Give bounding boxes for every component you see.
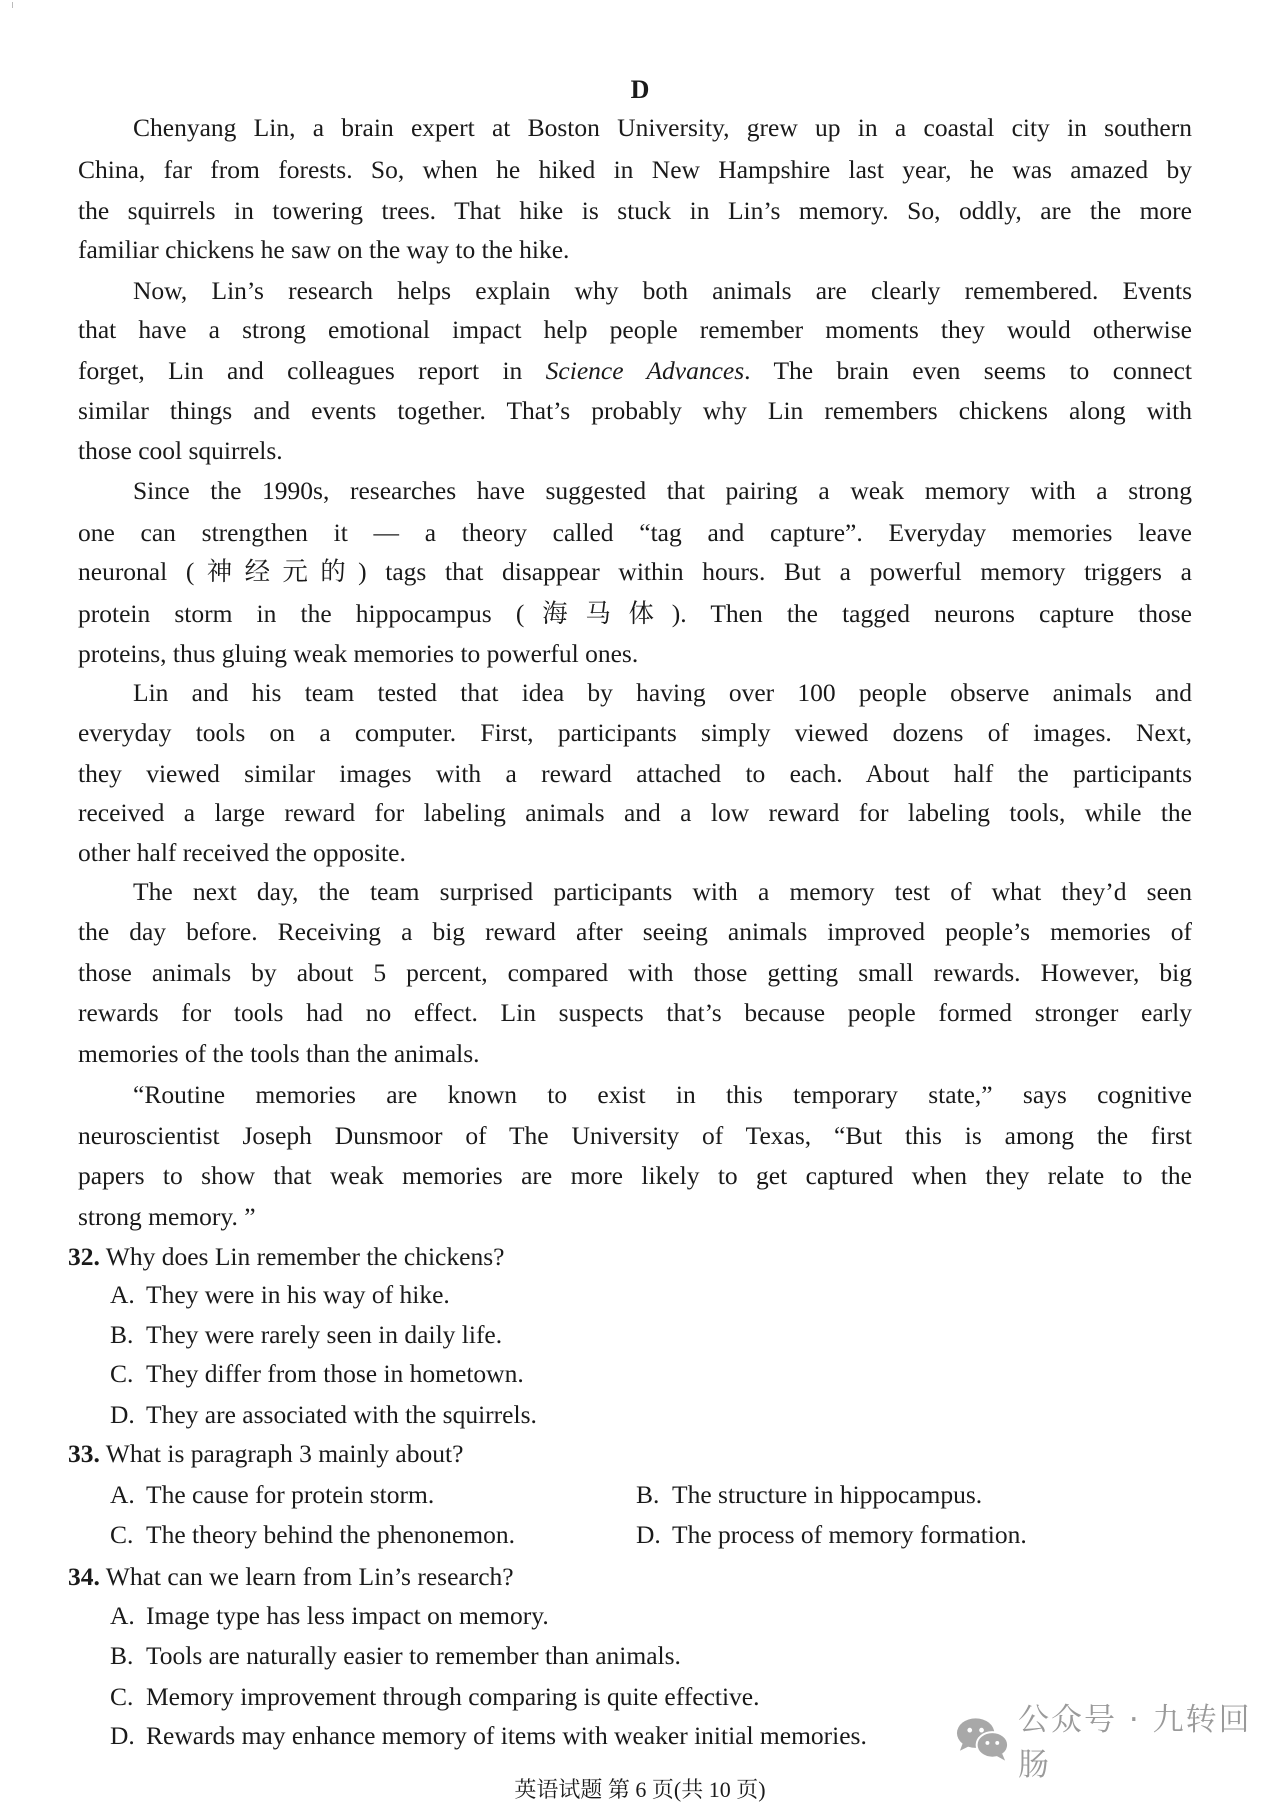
option-33-b[interactable] xyxy=(636,1475,982,1515)
option-33-c[interactable] xyxy=(110,1515,515,1555)
passage-line: rewards for tools had no effect. Lin suspects that’s because people formed stronger early xyxy=(78,998,1192,1027)
passage-line: those animals by about 5 percent, compared with those getting small rewards. However, big xyxy=(78,958,1192,987)
passage-line: that have a strong emotional impact help people remember moments they would otherwise xyxy=(78,315,1192,344)
question-34 xyxy=(68,1557,514,1597)
option-letter: D. xyxy=(110,1721,135,1750)
question-stem: What can we learn from Lin’s research? xyxy=(105,1562,514,1591)
passage-line: Chenyang Lin, a brain expert at Boston University, grew up in a coastal city in southern xyxy=(133,113,1192,142)
passage-line: memories of the tools than the animals. xyxy=(78,1039,480,1068)
option-text: They differ from those in hometown. xyxy=(146,1359,524,1388)
option-text: The process of memory formation. xyxy=(672,1520,1027,1549)
option-letter: A. xyxy=(110,1601,135,1630)
question-number: 33. xyxy=(68,1439,100,1468)
question-number: 32. xyxy=(68,1242,100,1271)
option-text: They are associated with the squirrels. xyxy=(146,1400,537,1429)
option-letter: B. xyxy=(636,1480,660,1509)
passage-line: strong memory. ” xyxy=(78,1202,256,1231)
passage-line: neuroscientist Joseph Dunsmoor of The University of Texas, “But this is among the first xyxy=(78,1121,1192,1150)
option-32-b[interactable] xyxy=(110,1315,502,1355)
passage-line: those cool squirrels. xyxy=(78,436,283,465)
passage-line: Since the 1990s, researches have suggested that pairing a weak memory with a strong xyxy=(133,476,1192,505)
text-run: . The brain even seems to connect xyxy=(744,356,1192,385)
option-letter: C. xyxy=(110,1682,134,1711)
question-33 xyxy=(68,1434,463,1474)
passage-line: received a large reward for labeling animals and a low reward for labeling tools, while the xyxy=(78,798,1192,827)
option-33-d[interactable] xyxy=(636,1515,1027,1555)
text-run: forget, Lin and colleagues report in xyxy=(78,356,546,385)
option-text: Rewards may enhance memory of items with weaker initial memories. xyxy=(146,1721,867,1750)
passage-line: similar things and events together. That’s probably why Lin remembers chickens along with xyxy=(78,396,1192,425)
passage-line: they viewed similar images with a reward attached to each. About half the participants xyxy=(78,759,1192,788)
option-letter: D. xyxy=(636,1520,661,1549)
option-text: Memory improvement through comparing is quite effective. xyxy=(146,1682,760,1711)
passage-line: Lin and his team tested that idea by having over 100 people observe animals and xyxy=(133,678,1192,707)
option-text: The theory behind the phenonemon. xyxy=(146,1520,515,1549)
passage-line: proteins, thus gluing weak memories to powerful ones. xyxy=(78,639,639,668)
passage-line: the squirrels in towering trees. That hike is stuck in Lin’s memory. So, oddly, are the more xyxy=(78,196,1192,225)
option-34-a[interactable] xyxy=(110,1596,549,1636)
question-number: 34. xyxy=(68,1562,100,1591)
passage-line xyxy=(78,351,1192,391)
option-text: They were rarely seen in daily life. xyxy=(146,1320,503,1349)
passage-line: The next day, the team surprised participants with a memory test of what they’d seen xyxy=(133,877,1192,906)
option-34-c[interactable] xyxy=(110,1677,760,1717)
passage-line: papers to show that weak memories are more likely to get captured when they relate to the xyxy=(78,1161,1192,1190)
option-text: Image type has less impact on memory. xyxy=(146,1601,549,1630)
option-letter: C. xyxy=(110,1520,134,1549)
passage-line: one can strengthen it — a theory called “tag and capture”. Everyday memories leave xyxy=(78,518,1192,547)
passage-line: protein storm in the hippocampus (海马体). Then the tagged neurons capture those xyxy=(78,599,1192,628)
watermark-text: 公众号 · 九转回肠 xyxy=(1018,1702,1252,1783)
wechat-icon xyxy=(955,1715,1010,1763)
option-letter: B. xyxy=(110,1641,134,1670)
option-32-a[interactable] xyxy=(110,1275,450,1315)
passage-line: “Routine memories are known to exist in this temporary state,” says cognitive xyxy=(133,1080,1192,1109)
passage-line: the day before. Receiving a big reward after seeing animals improved people’s memories of xyxy=(78,917,1192,946)
option-34-b[interactable] xyxy=(110,1636,681,1676)
scan-mark xyxy=(12,2,13,8)
question-stem: What is paragraph 3 mainly about? xyxy=(105,1439,464,1468)
page-footer: 英语试题 第 6 页(共 10 页) xyxy=(514,1777,766,1802)
option-33-a[interactable] xyxy=(110,1475,434,1515)
section-heading: D xyxy=(630,75,650,104)
option-letter: D. xyxy=(110,1400,135,1429)
option-letter: B. xyxy=(110,1320,134,1349)
option-text: The cause for protein storm. xyxy=(146,1480,435,1509)
passage-line: neuronal (神经元的) tags that disappear within hours. But a powerful memory triggers a xyxy=(78,557,1192,586)
option-text: Tools are naturally easier to remember than animals. xyxy=(146,1641,681,1670)
watermark xyxy=(955,1702,1280,1783)
journal-title: Science Advances xyxy=(545,356,745,385)
option-text: The structure in hippocampus. xyxy=(672,1480,983,1509)
option-34-d[interactable] xyxy=(110,1716,867,1756)
option-letter: A. xyxy=(110,1280,135,1309)
option-32-d[interactable] xyxy=(110,1395,537,1435)
passage-line: other half received the opposite. xyxy=(78,838,406,867)
passage-line: everyday tools on a computer. First, participants simply viewed dozens of images. Next, xyxy=(78,718,1192,747)
passage-line: China, far from forests. So, when he hiked in New Hampshire last year, he was amazed by xyxy=(78,155,1192,184)
question-stem: Why does Lin remember the chickens? xyxy=(105,1242,505,1271)
passage-line: familiar chickens he saw on the way to the hike. xyxy=(78,235,570,264)
question-32 xyxy=(68,1237,504,1277)
option-32-c[interactable] xyxy=(110,1354,524,1394)
option-text: They were in his way of hike. xyxy=(146,1280,450,1309)
option-letter: C. xyxy=(110,1359,134,1388)
passage-line: Now, Lin’s research helps explain why both animals are clearly remembered. Events xyxy=(133,276,1192,305)
option-letter: A. xyxy=(110,1480,135,1509)
